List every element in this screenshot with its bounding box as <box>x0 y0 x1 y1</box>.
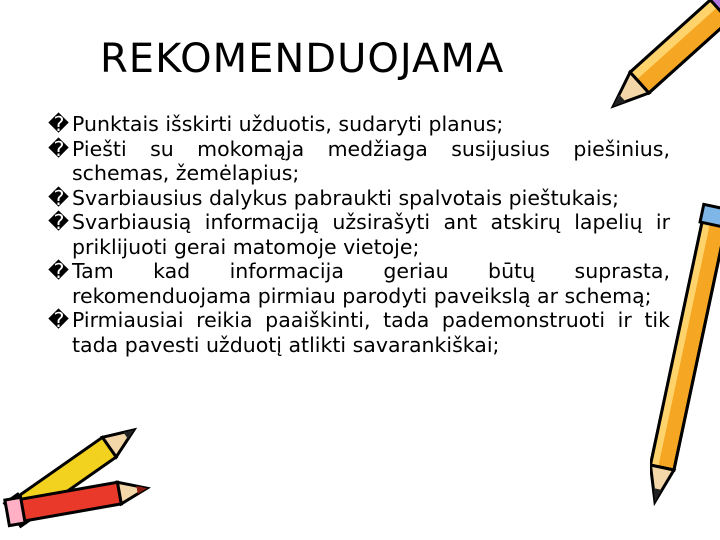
bullet-text: Tam kad informacija geriau būtų suprasta, rekomenduojama pirmiau parodyti paveikslą ar schemą; <box>72 259 670 308</box>
bullet-text: Piešti su mokomąja medžiaga susijusius piešinius, schemas, žemėlapius; <box>72 136 670 185</box>
bullet-text: Svarbiausią informaciją užsirašyti ant atskirų lapelių ir priklijuoti gerai matomoje vietoje; <box>72 210 670 259</box>
bullet-item <box>48 112 670 137</box>
bullet-item <box>48 308 670 357</box>
bullet-item <box>48 259 670 308</box>
bullet-marker: � <box>48 136 70 161</box>
pencil-clipart-icon <box>585 0 720 140</box>
bullet-item <box>48 186 670 211</box>
bullet-marker: � <box>48 210 70 234</box>
bullet-item <box>48 137 670 186</box>
bullet-list <box>48 112 670 357</box>
bullet-text: Punktais išskirti užduotis, sudaryti planus; <box>72 112 504 136</box>
bullet-marker: � <box>48 112 70 136</box>
bullet-text: Svarbiausius dalykus pabraukti spalvotais pieštukais; <box>72 185 619 210</box>
pencil-clipart-icon <box>650 200 720 530</box>
bullet-item <box>48 210 670 259</box>
bullet-marker: � <box>48 185 70 210</box>
slide-title: REKOMENDUOJAMA <box>100 36 505 82</box>
pencils-clipart-icon <box>0 405 160 540</box>
bullet-text: Pirmiausiai reikia paaiškinti, tada pademonstruoti ir tik tada pavesti užduotį atlikti savarankiškai; <box>72 308 670 357</box>
bullet-marker: � <box>48 308 70 332</box>
bullet-marker: � <box>48 259 70 283</box>
